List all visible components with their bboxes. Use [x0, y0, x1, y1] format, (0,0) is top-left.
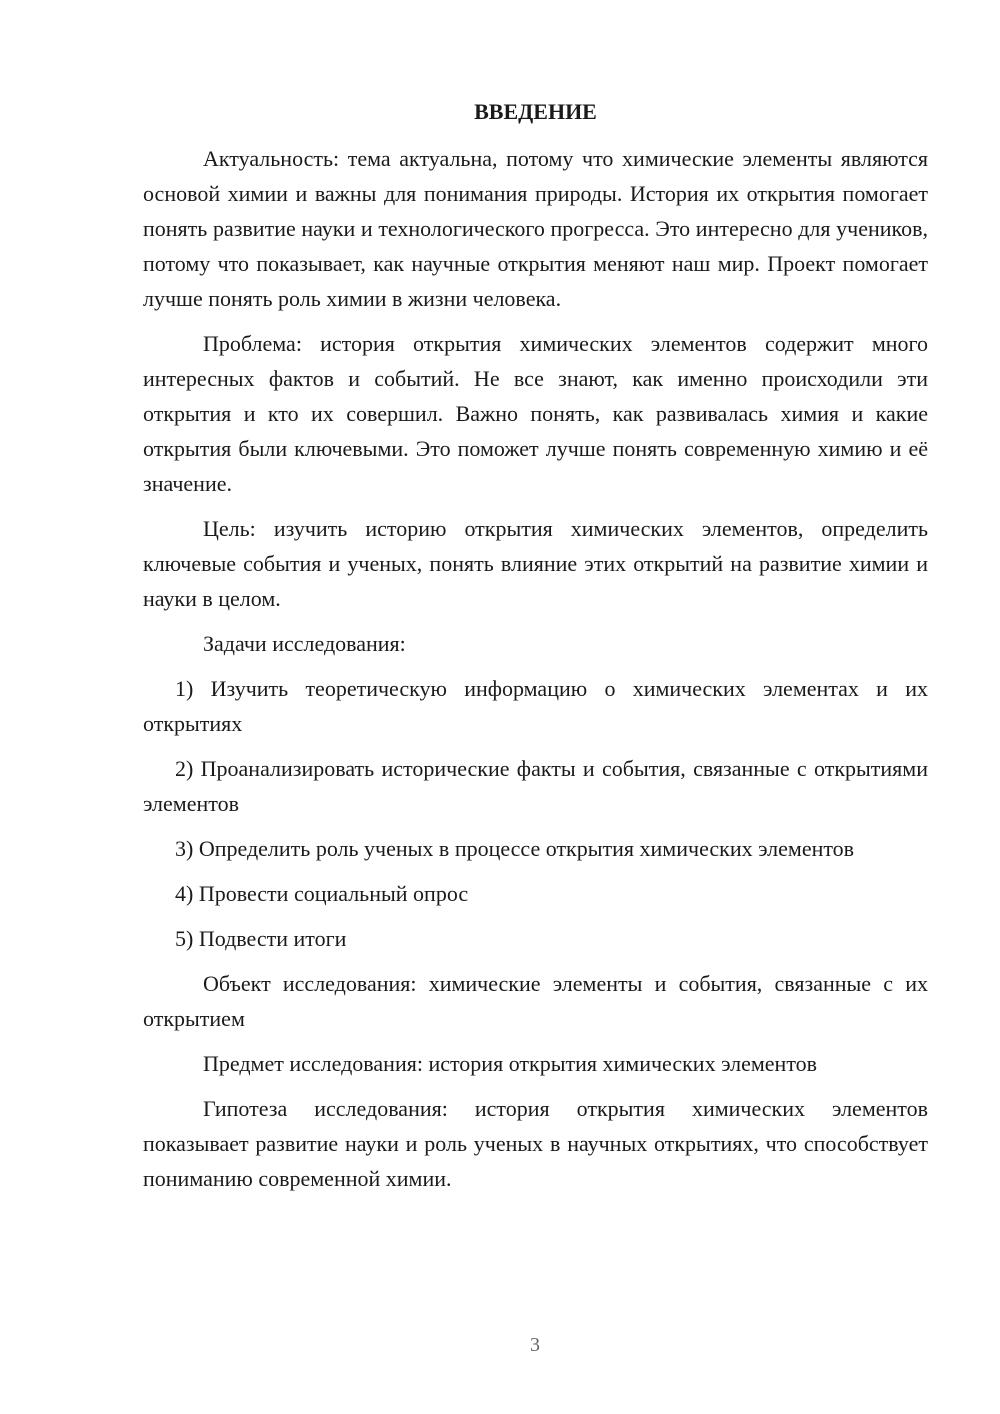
- problem-paragraph: Проблема: история открытия химических элементов содержит много интересных фактов и событий. Не все знают, как именно происходили эти открытия и кто их совершил. Важно понять, как развивалась химия и какие открытия были ключевыми. Это поможет лучше понять современную химию и её значение.: [143, 331, 928, 496]
- tasks-heading: Задачи исследования:: [203, 631, 406, 656]
- task-item-2: 2) Проанализировать исторические факты и события, связанные с открытиями элементов: [143, 756, 928, 816]
- hypothesis-paragraph: Гипотеза исследования: история открытия химических элементов показывает развитие науки и роль ученых в научных открытиях, что способствует пониманию современной химии.: [143, 1096, 928, 1191]
- task-item-4: 4) Провести социальный опрос: [175, 881, 469, 906]
- section-title: ВВЕДЕНИЕ: [474, 99, 597, 124]
- task-item-3: 3) Определить роль ученых в процессе открытия химических элементов: [175, 836, 855, 861]
- goal-paragraph: Цель: изучить историю открытия химических элементов, определить ключевые события и ученых, понять влияние этих открытий на развитие химии и науки в целом.: [143, 516, 928, 611]
- task-item-1: 1) Изучить теоретическую информацию о химических элементах и их открытиях: [143, 676, 928, 736]
- page-content: [143, 94, 928, 1206]
- subject-paragraph: Предмет исследования: история открытия химических элементов: [203, 1051, 818, 1076]
- object-paragraph: Объект исследования: химические элементы и события, связанные с их открытием: [143, 971, 928, 1031]
- page-number: 3: [530, 1334, 540, 1356]
- task-item-5: 5) Подвести итоги: [175, 926, 347, 951]
- relevance-paragraph: Актуальность: тема актуальна, потому что химические элементы являются основой химии и важны для понимания природы. История их открытия помогает понять развитие науки и технологического прогресса. Это интересно для учеников, потому что показывает, как научные открытия меняют наш мир. Проект помогает лучше понять роль химии в жизни человека.: [143, 146, 928, 311]
